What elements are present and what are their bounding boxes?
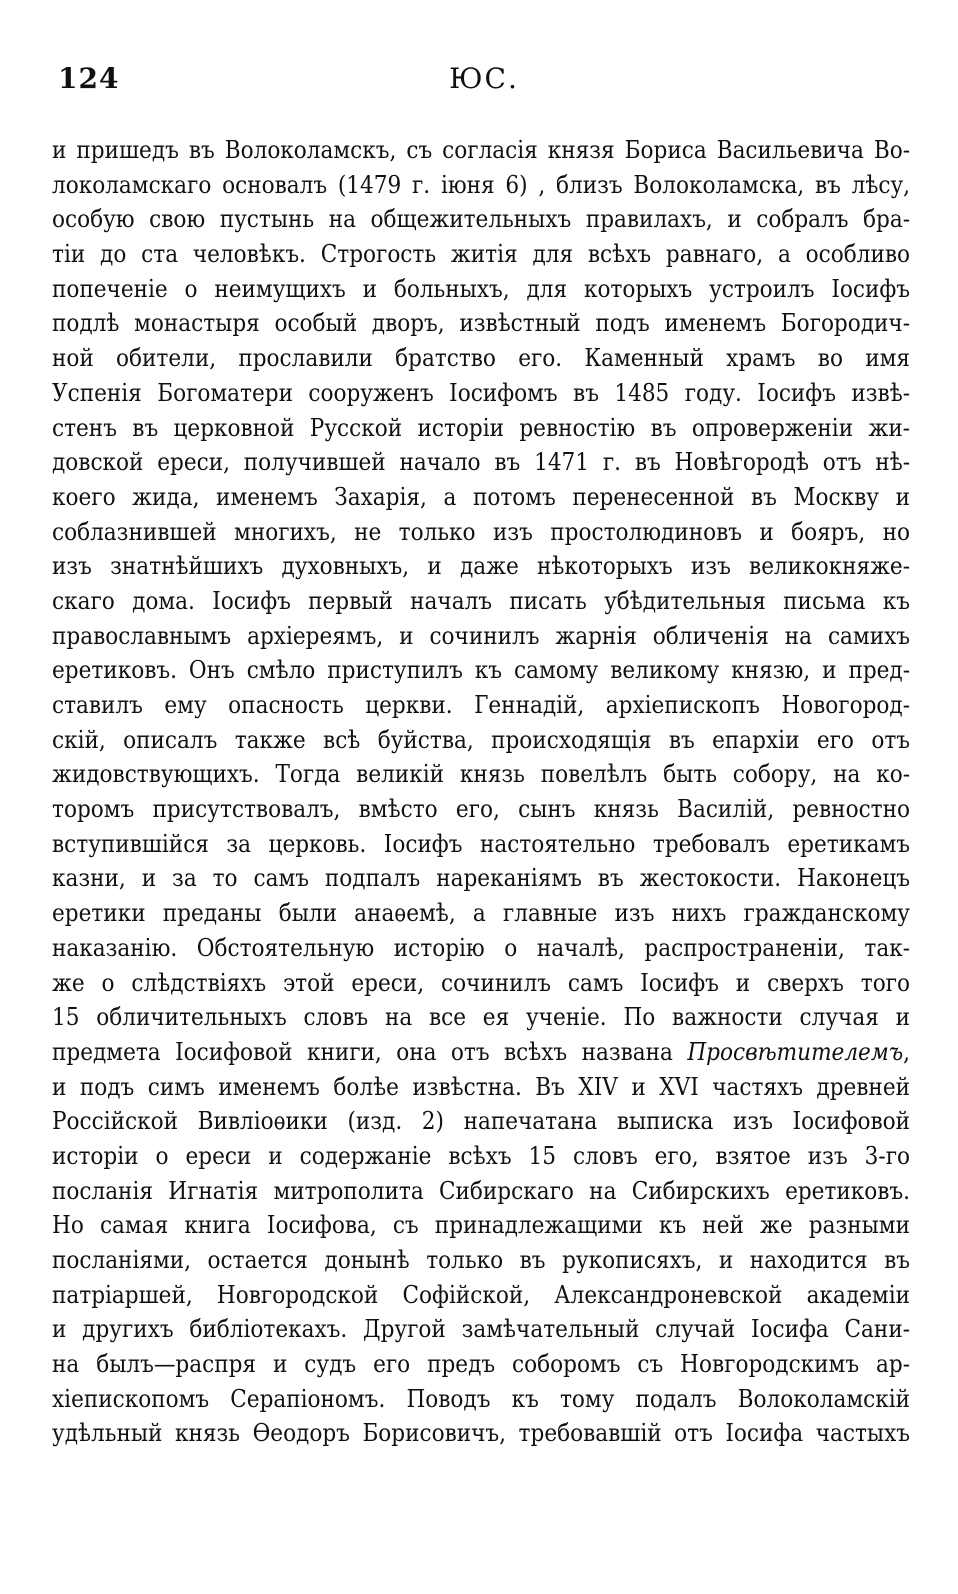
text-line: удѣльный князь Ѳеодоръ Борисовичъ, требовавшій отъ Іосифа частыхъ bbox=[52, 1419, 910, 1448]
text-line: жидовствующихъ. Тогда великій князь повелѣлъ быть собору, на ко- bbox=[52, 760, 910, 789]
text-line: Но самая книга Іосифова, съ принадлежащими къ ней же разными bbox=[52, 1211, 910, 1240]
text-line: посланія Игнатія митрополита Сибирскаго на Сибирскихъ еретиковъ. bbox=[52, 1176, 910, 1205]
text-line: еретики преданы были анаѳемѣ, а главные изъ нихъ гражданскому bbox=[52, 899, 910, 928]
text-line: и подъ симъ именемъ болѣе извѣстна. Въ XIV и XVI частяхъ древней bbox=[52, 1072, 910, 1101]
text-line: патріаршей, Новгородской Софійской, Александроневской академіи bbox=[52, 1280, 910, 1309]
text-segment: , bbox=[903, 1037, 910, 1066]
text-line: вступившійся за церковь. Іосифъ настоятельно требовалъ еретикамъ bbox=[52, 829, 910, 858]
text-line: стенъ въ церковной Русской исторіи ревностію въ опроверженіи жи- bbox=[52, 413, 910, 442]
text-line: локоламскаго основалъ (1479 г. іюня 6) , близъ Волоколамска, въ лѣсу, bbox=[52, 170, 910, 199]
text-line: соблазнившей многихъ, не только изъ простолюдиновъ и бояръ, но bbox=[52, 517, 910, 546]
text-line: и пришедъ въ Волоколамскъ, съ согласія князя Бориса Васильевича Во- bbox=[52, 136, 910, 164]
text-line: попеченіе о неимущихъ и больныхъ, для которыхъ устроилъ Іосифъ bbox=[52, 274, 910, 303]
italic-book-title: Просвѣтителемъ bbox=[687, 1037, 904, 1066]
text-line: ставилъ ему опасность церкви. Геннадій, архіепископъ Новогород- bbox=[52, 691, 910, 719]
text-line: изъ знатнѣйшихъ духовныхъ, и даже нѣкоторыхъ изъ великокняже- bbox=[52, 552, 910, 581]
text-line: особую свою пустынь на общежительныхъ правилахъ, и собралъ бра- bbox=[52, 205, 910, 234]
text-line: посланіями, остается донынѣ только въ рукописяхъ, и находится въ bbox=[52, 1246, 910, 1274]
text-line: казни, и за то самъ подпалъ нареканіямъ въ жестокости. Наконецъ bbox=[52, 864, 910, 893]
text-line: же о слѣдствіяхъ этой ереси, сочинилъ самъ Іосифъ и сверхъ того bbox=[52, 968, 910, 997]
text-line: хіепископомъ Серапіономъ. Поводъ къ тому подалъ Волоколамскій bbox=[52, 1384, 910, 1413]
text-line: довской ереси, получившей начало въ 1471 г. въ Новѣгородѣ отъ нѣ- bbox=[52, 448, 910, 477]
text-line: торомъ присутствовалъ, вмѣсто его, сынъ князь Василій, ревностно bbox=[52, 795, 910, 824]
text-line: православнымъ архіереямъ, и сочинилъ жарнія обличенія на самихъ bbox=[52, 621, 910, 650]
text-line: наказанію. Обстоятельную исторію о началѣ, распространеніи, так- bbox=[52, 933, 910, 962]
text-line: на былъ—распря и судъ его предъ соборомъ съ Новгородскимъ ар- bbox=[52, 1350, 910, 1379]
page-number: 124 bbox=[58, 62, 120, 95]
text-line: коего жида, именемъ Захарія, а потомъ перенесенной въ Москву и bbox=[52, 482, 910, 511]
running-head: ЮС. bbox=[449, 62, 519, 95]
body-text bbox=[52, 133, 910, 1451]
text-line: скаго дома. Іосифъ первый началъ писать убѣдительныя письма къ bbox=[52, 586, 910, 615]
text-line: еретиковъ. Онъ смѣло приступилъ къ самому великому князю, и пред- bbox=[52, 656, 910, 685]
text-line-with-italic-title bbox=[52, 1035, 910, 1070]
text-line: исторіи о ереси и содержаніе всѣхъ 15 словъ его, взятое изъ 3-го bbox=[52, 1141, 910, 1170]
page-header bbox=[58, 62, 910, 106]
text-line: Россійской Вивліоѳики (изд. 2) напечатана выписка изъ Іосифовой bbox=[52, 1107, 910, 1136]
text-line: тіи до ста человѣкъ. Строгость житія для всѣхъ равнаго, а особливо bbox=[52, 240, 910, 269]
text-line: скій, описалъ также всѣ буйства, происходящія въ епархіи его отъ bbox=[52, 725, 910, 754]
text-line: и другихъ библіотекахъ. Другой замѣчательный случай Іосифа Сани- bbox=[52, 1315, 910, 1344]
text-segment: предмета Іосифовой книги, она отъ всѣхъ названа bbox=[52, 1037, 688, 1066]
text-line: ной обители, прославили братство его. Каменный храмъ во имя bbox=[52, 344, 910, 373]
text-line: подлѣ монастыря особый дворъ, извѣстный подъ именемъ Богородич- bbox=[52, 309, 910, 338]
text-line: 15 обличительныхъ словъ на все ея ученіе. По важности случая и bbox=[52, 1003, 910, 1032]
text-line: Успенія Богоматери сооруженъ Іосифомъ въ 1485 году. Іосифъ извѣ- bbox=[52, 378, 910, 407]
